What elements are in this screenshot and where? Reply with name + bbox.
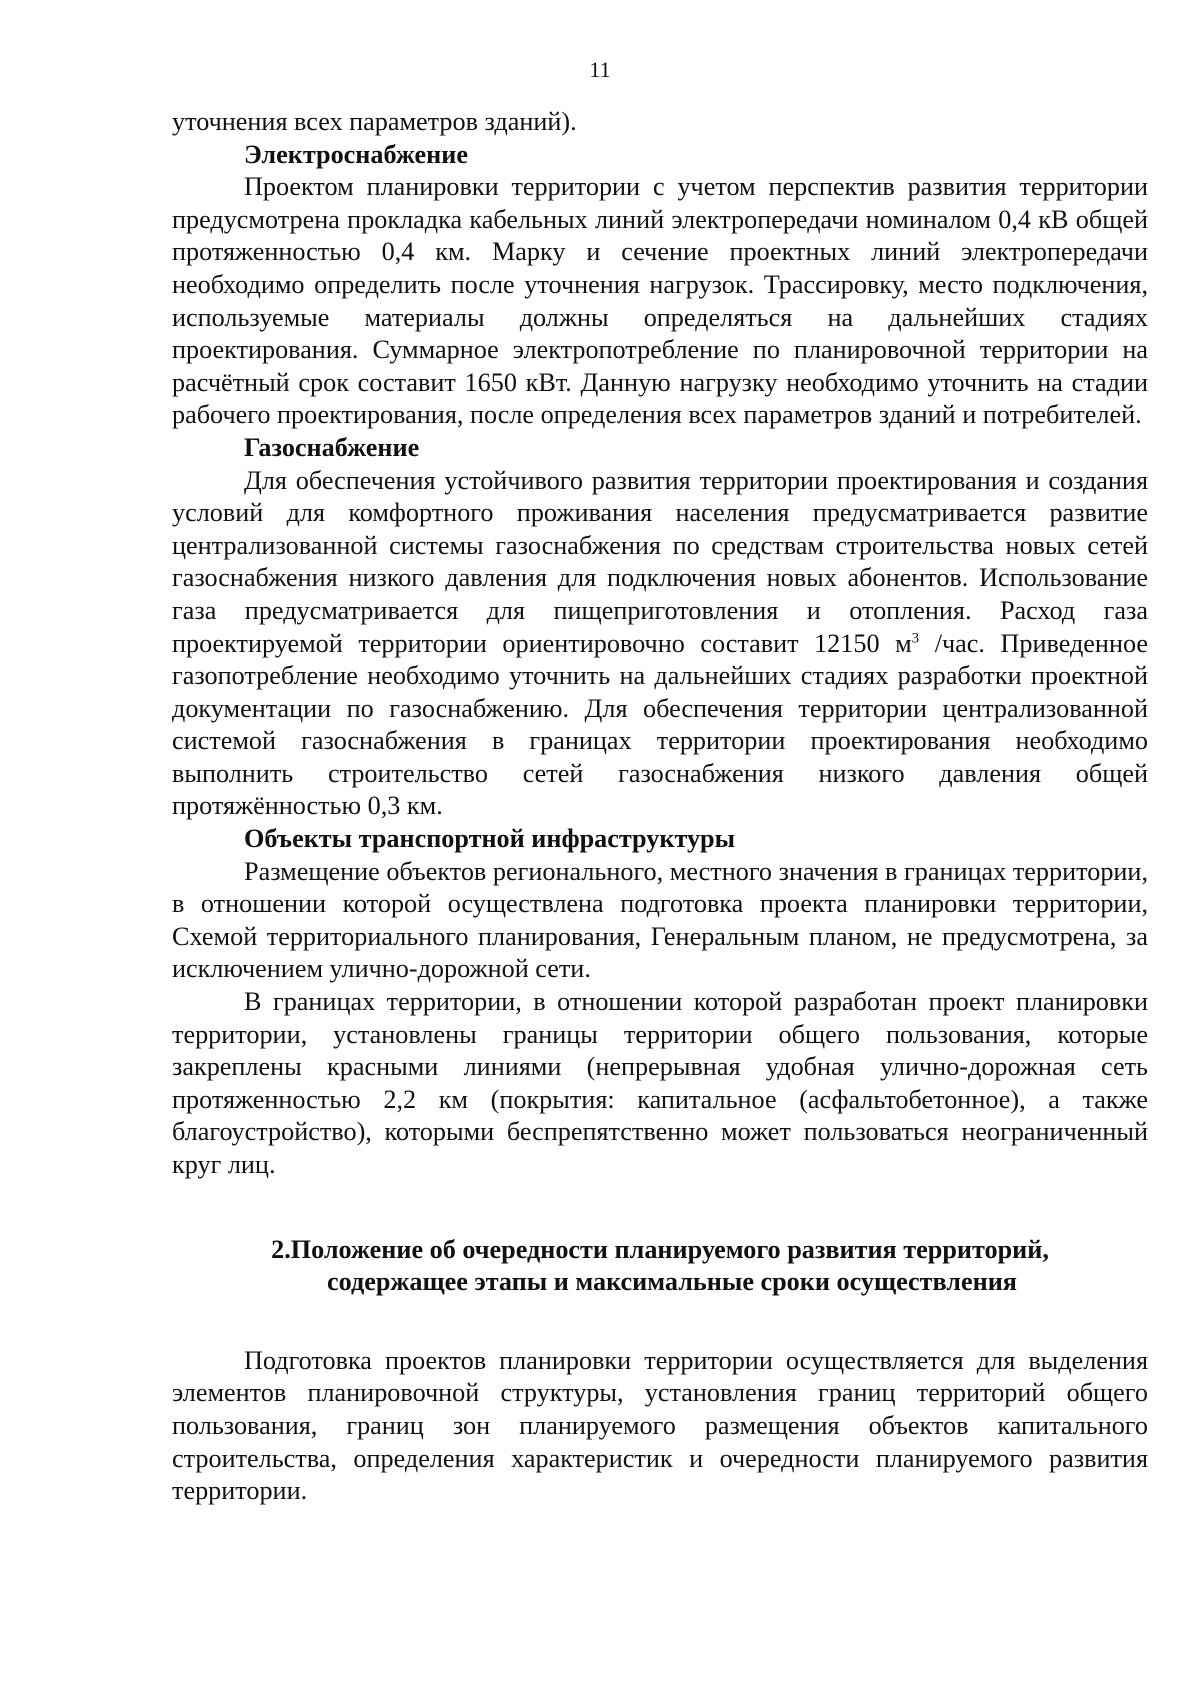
paragraph-transport-1: Размещение объектов регионального, местного значения в границах территории, в отношении которой осуществлена подготовка проекта планировки территории, Схемой территориального планирования, Генеральным планом, не предусмотрена, за исключением улично-дорожной сети. [172,856,1148,984]
paragraph-transport-2: В границах территории, в отношении которой разработан проект планировки территории, установлены границы территории общего пользования, которые закреплены красными линиями (непрерывная удобная улично-дорожная сеть протяженностью 2,2 км (покрытия: капитальное (асфальтобетонное), а также благоустройство), которыми беспрепятственно может пользоваться неограниченный круг лиц. [172,987,1148,1179]
paragraph-section-2: Подготовка проектов планировки территории осуществляется для выделения элементов планировочной структуры, установления границ территорий общего пользования, границ зон планируемого размещения объектов капитального строительства, определения характеристик и очередности планируемого развития территории. [172,1345,1148,1506]
document-body [172,106,1148,1508]
gas-text-part2: /час. Приведенное газопотребление необходимо уточнить на дальнейших стадиях разработки проектной документации по газоснабжению. Для обеспечения территории централизованной системой газоснабжения в границах территории проектирования необходимо выполнить строительство сетей газоснабжения низкого давления общей протяжённостью 0,3 км. [172,628,1148,821]
cubic-superscript: 3 [911,629,920,646]
section-spacer [172,1299,1148,1345]
section-2-title [172,1234,1148,1299]
section-2-title-line1: 2.Положение об очередности планируемого развития территорий, [271,1234,1049,1264]
gas-text-part1: Для обеспечения устойчивого развития территории проектирования и создания условий для комфортного проживания населения предусматривается развитие централизованной системы газоснабжения по средствам строительства новых сетей газоснабжения низкого давления для подключения новых абонентов. Использование газа предусматривается для пищеприготовления и отопления. Расход газа проектируемой территории ориентировочно составит 12150 м [172,465,1148,658]
heading-gas-supply: Газоснабжение [244,432,420,462]
paragraph-gas-supply [172,465,1148,824]
paragraph-power-supply: Проектом планировки территории с учетом перспектив развития территории предусмотрена прокладка кабельных линий электропередачи номиналом 0,4 кВ общей протяженностью 0,4 км. Марку и сечение проектных линий электропередачи необходимо определить после уточнения нагрузок. Трассировку, место подключения, используемые материалы должны определяться на дальнейших стадиях проектирования. Суммарное электропотребление по планировочной территории на расчётный срок составит 1650 кВт. Данную нагрузку необходимо уточнить на стадии рабочего проектирования, после определения всех параметров зданий и потребителей. [172,172,1148,430]
continuation-text: уточнения всех параметров зданий). [172,107,577,136]
heading-power-supply: Электроснабжение [244,139,468,169]
page-number: 11 [589,57,611,82]
heading-transport-infrastructure: Объекты транспортной инфраструктуры [244,824,736,854]
section-2-title-line2: содержащее этапы и максимальные сроки осуществления [327,1267,1017,1297]
